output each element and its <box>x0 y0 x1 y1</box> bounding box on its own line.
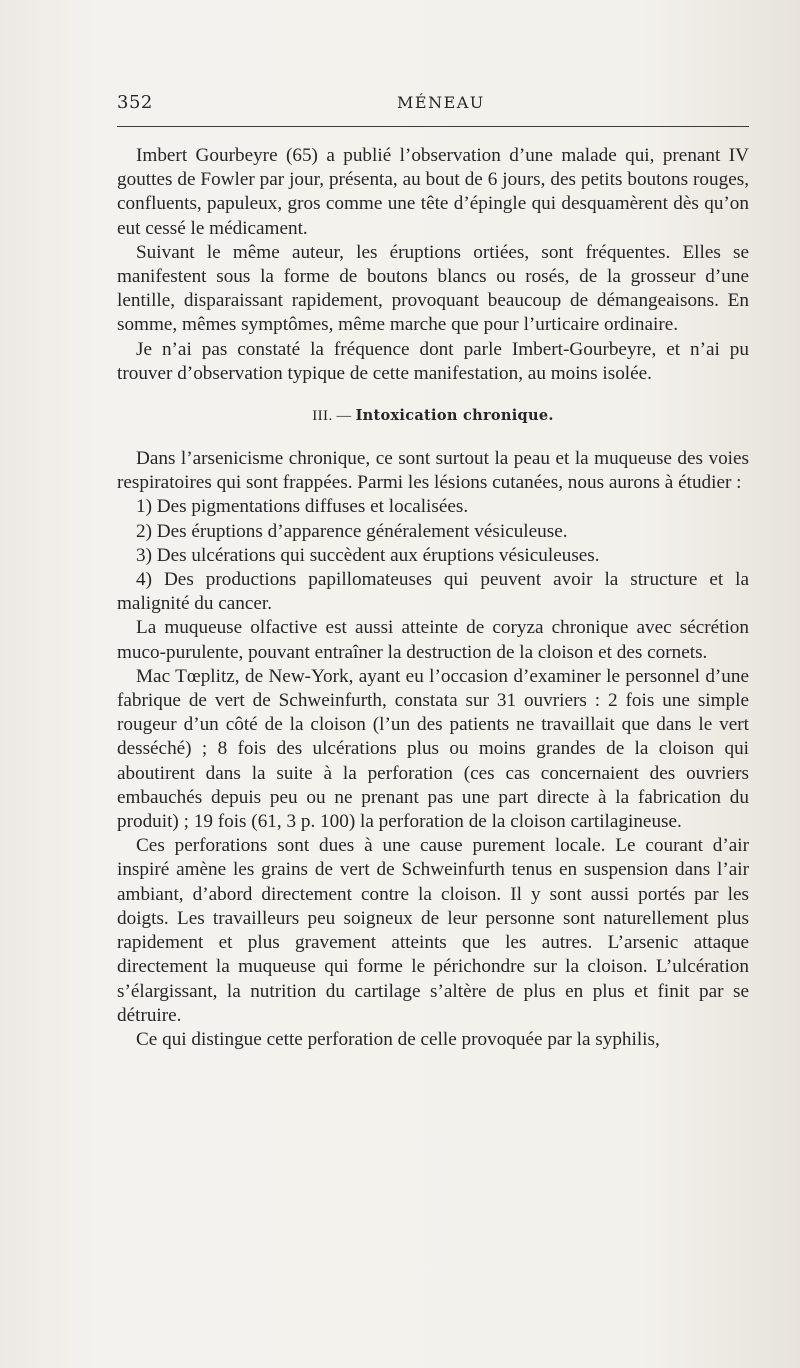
list-text: Des éruptions d’apparence généralement vésiculeuse. <box>156 520 568 542</box>
section-number: III. <box>312 408 333 425</box>
section-dash: — <box>336 408 352 425</box>
page-number: 352 <box>117 92 153 113</box>
paragraph: Suivant le même auteur, les éruptions ortiées, sont fréquentes. Elles se manifestent sous la forme de boutons blancs ou rosés, de la grosseur d’une lentille, disparaissant rapidement, provoquant beaucoup de démangeaisons. En somme, mêmes symptômes, même marche que pour l’urticaire ordinaire. <box>117 241 749 336</box>
paragraph: Ces perforations sont dues à une cause purement locale. Le courant d’air inspiré amène les grains de vert de Schweinfurth tenus en suspension dans l’air ambiant, d’abord directement contre la cloison. Il y sont aussi portés par les doigts. Les travailleurs peu soigneux de leur personne sont naturellement plus rapidement et plus gravement atteints que les autres. L’arsenic attaque directement la muqueuse qui forme le périchondre sur la cloison. L’ulcération s’élargissant, la nutrition du cartilage s’altère de plus en plus et finit par se détruire. <box>117 835 749 1026</box>
paragraph: Ce qui distingue cette perforation de celle provoquée par la syphilis, <box>136 1028 660 1050</box>
section-title: Intoxication chronique. <box>355 407 554 425</box>
list-item <box>117 495 749 519</box>
list-number: 4) <box>136 569 152 591</box>
list-text: Des productions papillomateuses qui peuvent avoir la structure et la malignité du cancer. <box>117 569 749 615</box>
list-item <box>117 544 749 568</box>
list-item <box>117 568 749 616</box>
list-number: 1) <box>136 496 152 518</box>
section-heading <box>117 401 749 431</box>
paragraph: Imbert Gourbeyre (65) a publié l’observation d’une malade qui, prenant IV gouttes de Fowler par jour, présenta, au bout de 6 jours, des petits boutons rouges, confluents, papuleux, gros comme une tête d’épingle qui desquamèrent dès qu’on eut cessé le médicament. <box>117 145 749 239</box>
body-text <box>117 144 749 1052</box>
running-title: MÉNEAU <box>397 93 485 112</box>
list-item <box>117 520 749 544</box>
paragraph: Mac Tœplitz, de New-York, ayant eu l’occasion d’examiner le personnel d’une fabrique de vert de Schweinfurth, constata sur 31 ouvriers : 2 fois une simple rougeur d’un côté de la cloison (l’un des patients ne travaillait que dans le vert desséché) ; 8 fois des ulcérations plus ou moins grandes de la cloison qui aboutirent dans la suite à la perforation (ces cas concernaient des ouvriers embauchés depuis peu ou ne prenant pas une part directe à la fabrication du produit) ; 19 fois (61, 3 p. 100) la perforation de la cloison cartilagineuse. <box>117 665 749 833</box>
running-head <box>117 92 747 116</box>
list-number: 3) <box>136 544 152 566</box>
list-number: 2) <box>136 520 152 542</box>
paragraph: Je n’ai pas constaté la fréquence dont parle Imbert-Gourbeyre, et n’ai pu trouver d’observation typique de cette manifestation, au moins isolée. <box>117 338 749 384</box>
list-text: Des pigmentations diffuses et localisées. <box>156 496 469 518</box>
paragraph: La muqueuse olfactive est aussi atteinte de coryza chronique avec sécrétion muco-purulente, pouvant entraîner la destruction de la cloison et des cornets. <box>117 617 749 663</box>
header-rule <box>117 126 749 127</box>
list-text: Des ulcérations qui succèdent aux éruptions vésiculeuses. <box>156 544 600 566</box>
paragraph: Dans l’arsenicisme chronique, ce sont surtout la peau et la muqueuse des voies respiratoires qui sont frappées. Parmi les lésions cutanées, nous aurons à étudier : <box>117 448 749 494</box>
